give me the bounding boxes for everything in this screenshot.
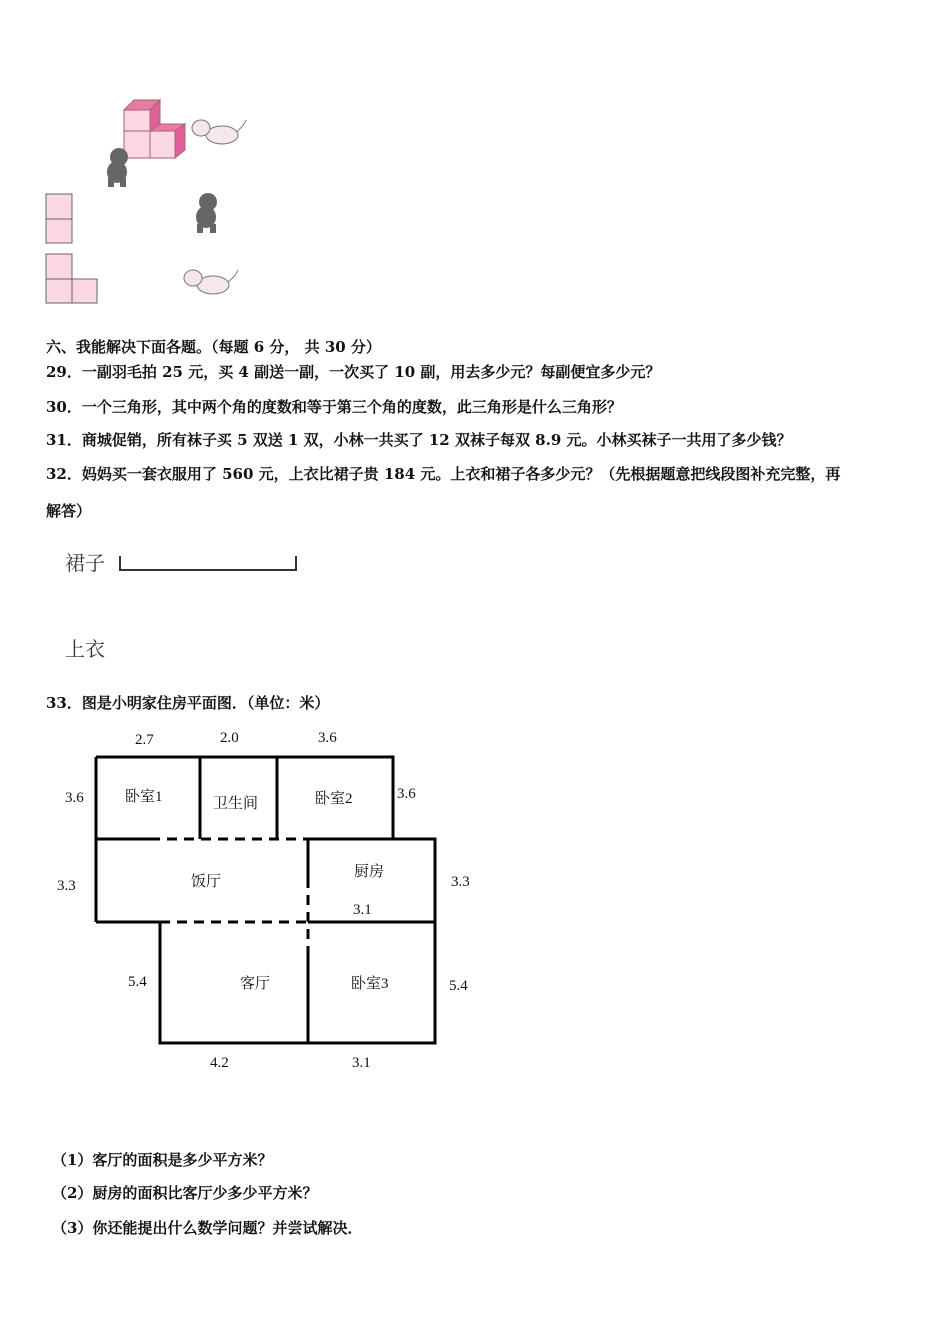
top-label: 上衣 [65,637,105,661]
dim-top2: 2.0 [220,730,239,746]
dim-kitchen-bottom: 3.1 [353,902,372,918]
question-32-cont: 解答） [46,502,92,520]
question-31: 31．商城促销，所有袜子买 5 双送 1 双，小林一共买了 12 双袜子每双 8.9 元。小林买袜子一共用了多少钱？ [46,431,792,449]
dim-bottom2: 3.1 [352,1055,371,1071]
sub-question-2: （2）厨房的面积比客厅少多少平方米？ [52,1184,318,1202]
skirt-label: 裙子 [65,551,105,575]
sub-question-3: （3）你还能提出什么数学问题？并尝试解决． [52,1219,363,1237]
room-bedroom-1: 卧室1 [125,789,163,805]
dim-right3: 5.4 [449,978,468,994]
dim-right2: 3.3 [451,874,470,890]
dim-top3: 3.6 [318,730,337,746]
front-view-figure [46,194,72,243]
sub-question-1: （1）客厅的面积是多少平方米？ [52,1151,273,1169]
question-29: 29．一副羽毛拍 25 元，买 4 副送一副，一次买了 10 副，用去多少元？每副便宜多少元？ [46,363,661,381]
dim-left1: 3.6 [65,790,84,806]
monkey-icon [196,193,217,233]
dim-left2: 3.3 [57,878,76,894]
cube-stack-figure [124,100,185,158]
section-title: 六、我能解决下面各题。（每题 6 分， 共 30 分） [46,338,381,356]
question-30: 30．一个三角形，其中两个角的度数和等于第三个角的度数，此三角形是什么三角形？ [46,398,622,416]
dog-icon [184,270,238,294]
room-dining: 饭厅 [191,874,222,890]
dim-left3: 5.4 [128,974,147,990]
monkey-icon [107,148,128,187]
dim-bottom1: 4.2 [210,1055,229,1071]
dog-icon [192,120,246,144]
dim-top1: 2.7 [135,732,154,748]
question-33: 33．图是小明家住房平面图．（单位：米） [46,694,330,712]
room-kitchen: 厨房 [354,864,385,880]
room-living: 客厅 [240,976,271,992]
skirt-segment-line [120,556,296,570]
dim-right1: 3.6 [397,786,416,802]
room-bedroom-3: 卧室3 [351,976,389,992]
room-bedroom-2: 卧室2 [315,791,353,807]
side-view-figure [46,254,97,303]
room-bathroom: 卫生间 [213,796,259,812]
question-32: 32．妈妈买一套衣服用了 560 元，上衣比裙子贵 184 元。上衣和裙子各多少元？（先根据题意把线段图补充完整，再 [46,465,841,483]
